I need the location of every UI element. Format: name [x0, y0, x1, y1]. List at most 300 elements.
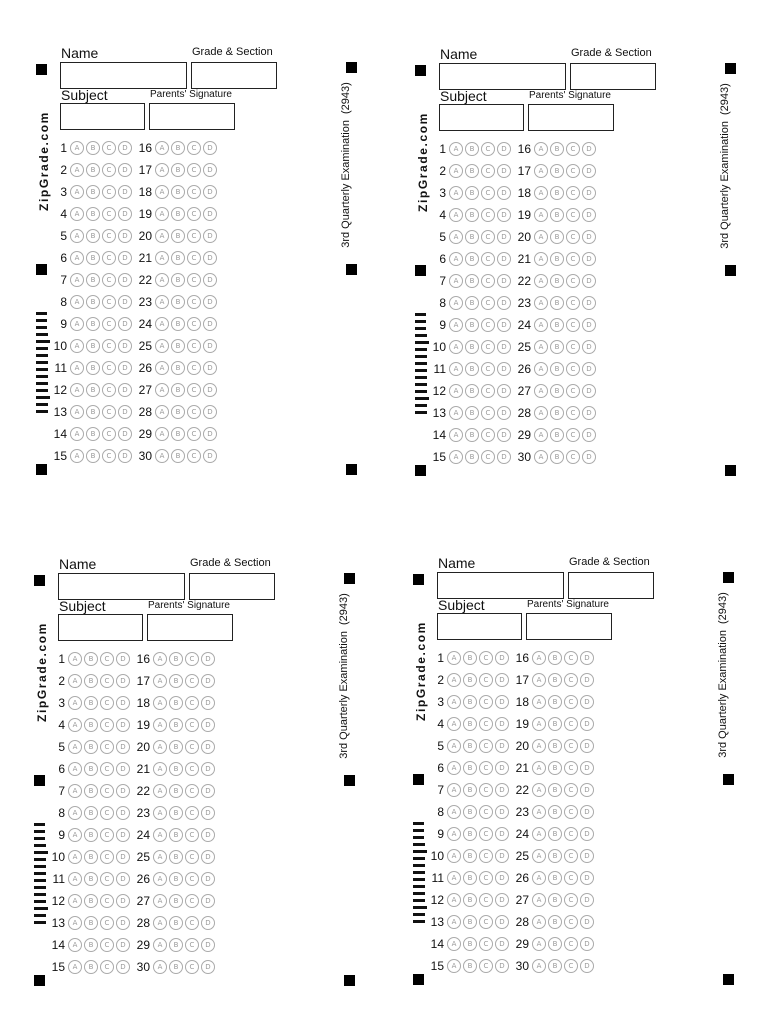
answer-bubble-d[interactable]: D [116, 938, 130, 952]
answer-bubble-c[interactable]: C [481, 384, 495, 398]
answer-bubble-a[interactable]: A [449, 252, 463, 266]
answer-bubble-d[interactable]: D [580, 849, 594, 863]
answer-bubble-b[interactable]: B [550, 252, 564, 266]
answer-bubble-b[interactable]: B [169, 938, 183, 952]
answer-bubble-a[interactable]: A [534, 406, 548, 420]
answer-bubble-b[interactable]: B [86, 207, 100, 221]
answer-bubble-a[interactable]: A [70, 163, 84, 177]
answer-bubble-c[interactable]: C [481, 230, 495, 244]
answer-bubble-d[interactable]: D [495, 915, 509, 929]
answer-bubble-b[interactable]: B [550, 186, 564, 200]
answer-bubble-d[interactable]: D [582, 186, 596, 200]
answer-bubble-d[interactable]: D [497, 296, 511, 310]
answer-bubble-d[interactable]: D [580, 893, 594, 907]
answer-bubble-d[interactable]: D [203, 251, 217, 265]
answer-bubble-b[interactable]: B [84, 718, 98, 732]
answer-bubble-a[interactable]: A [534, 340, 548, 354]
answer-bubble-d[interactable]: D [497, 406, 511, 420]
answer-bubble-a[interactable]: A [447, 827, 461, 841]
answer-bubble-c[interactable]: C [102, 427, 116, 441]
answer-bubble-b[interactable]: B [463, 651, 477, 665]
answer-bubble-a[interactable]: A [534, 428, 548, 442]
answer-bubble-c[interactable]: C [566, 230, 580, 244]
answer-bubble-c[interactable]: C [100, 872, 114, 886]
answer-bubble-c[interactable]: C [102, 361, 116, 375]
answer-bubble-a[interactable]: A [532, 871, 546, 885]
answer-bubble-a[interactable]: A [449, 362, 463, 376]
answer-bubble-a[interactable]: A [70, 449, 84, 463]
answer-bubble-c[interactable]: C [187, 449, 201, 463]
answer-bubble-d[interactable]: D [203, 185, 217, 199]
answer-bubble-b[interactable]: B [84, 652, 98, 666]
answer-bubble-c[interactable]: C [185, 850, 199, 864]
answer-bubble-d[interactable]: D [203, 317, 217, 331]
answer-bubble-d[interactable]: D [580, 651, 594, 665]
answer-bubble-b[interactable]: B [465, 428, 479, 442]
answer-bubble-b[interactable]: B [169, 718, 183, 732]
answer-bubble-d[interactable]: D [580, 937, 594, 951]
answer-bubble-a[interactable]: A [155, 185, 169, 199]
answer-bubble-a[interactable]: A [447, 783, 461, 797]
answer-bubble-c[interactable]: C [481, 318, 495, 332]
answer-bubble-c[interactable]: C [566, 450, 580, 464]
answer-bubble-c[interactable]: C [100, 674, 114, 688]
answer-bubble-c[interactable]: C [100, 938, 114, 952]
answer-bubble-c[interactable]: C [479, 739, 493, 753]
answer-bubble-c[interactable]: C [102, 295, 116, 309]
answer-bubble-c[interactable]: C [479, 827, 493, 841]
answer-bubble-d[interactable]: D [201, 872, 215, 886]
answer-bubble-d[interactable]: D [201, 674, 215, 688]
answer-bubble-d[interactable]: D [203, 361, 217, 375]
answer-bubble-b[interactable]: B [171, 185, 185, 199]
answer-bubble-c[interactable]: C [564, 673, 578, 687]
answer-bubble-d[interactable]: D [203, 383, 217, 397]
answer-bubble-a[interactable]: A [68, 718, 82, 732]
answer-bubble-a[interactable]: A [155, 383, 169, 397]
answer-bubble-c[interactable]: C [102, 339, 116, 353]
answer-bubble-d[interactable]: D [203, 141, 217, 155]
answer-bubble-d[interactable]: D [497, 252, 511, 266]
answer-bubble-a[interactable]: A [447, 871, 461, 885]
answer-bubble-b[interactable]: B [548, 849, 562, 863]
answer-bubble-c[interactable]: C [566, 296, 580, 310]
answer-bubble-a[interactable]: A [534, 142, 548, 156]
answer-bubble-a[interactable]: A [153, 938, 167, 952]
answer-bubble-b[interactable]: B [463, 805, 477, 819]
answer-bubble-d[interactable]: D [203, 163, 217, 177]
answer-bubble-d[interactable]: D [116, 718, 130, 732]
answer-bubble-c[interactable]: C [479, 805, 493, 819]
answer-bubble-a[interactable]: A [532, 827, 546, 841]
answer-bubble-c[interactable]: C [481, 208, 495, 222]
answer-bubble-b[interactable]: B [171, 207, 185, 221]
answer-bubble-d[interactable]: D [118, 273, 132, 287]
answer-bubble-a[interactable]: A [153, 916, 167, 930]
answer-bubble-c[interactable]: C [479, 717, 493, 731]
answer-bubble-b[interactable]: B [550, 406, 564, 420]
answer-bubble-b[interactable]: B [171, 295, 185, 309]
answer-bubble-b[interactable]: B [169, 916, 183, 930]
answer-bubble-b[interactable]: B [550, 362, 564, 376]
answer-bubble-d[interactable]: D [580, 761, 594, 775]
answer-bubble-a[interactable]: A [447, 893, 461, 907]
subject-field[interactable] [60, 103, 145, 130]
answer-bubble-b[interactable]: B [465, 252, 479, 266]
answer-bubble-a[interactable]: A [449, 164, 463, 178]
answer-bubble-d[interactable]: D [118, 185, 132, 199]
answer-bubble-a[interactable]: A [68, 784, 82, 798]
answer-bubble-c[interactable]: C [185, 696, 199, 710]
answer-bubble-d[interactable]: D [495, 871, 509, 885]
answer-bubble-c[interactable]: C [185, 938, 199, 952]
answer-bubble-c[interactable]: C [564, 783, 578, 797]
answer-bubble-d[interactable]: D [497, 208, 511, 222]
answer-bubble-b[interactable]: B [171, 163, 185, 177]
answer-bubble-c[interactable]: C [481, 142, 495, 156]
answer-bubble-b[interactable]: B [86, 339, 100, 353]
answer-bubble-b[interactable]: B [84, 850, 98, 864]
answer-bubble-c[interactable]: C [185, 828, 199, 842]
answer-bubble-d[interactable]: D [497, 384, 511, 398]
parents-signature-field[interactable] [149, 103, 235, 130]
answer-bubble-d[interactable]: D [201, 718, 215, 732]
answer-bubble-b[interactable]: B [465, 318, 479, 332]
answer-bubble-a[interactable]: A [70, 405, 84, 419]
name-field[interactable] [60, 62, 187, 89]
answer-bubble-d[interactable]: D [582, 384, 596, 398]
answer-bubble-b[interactable]: B [171, 229, 185, 243]
answer-bubble-c[interactable]: C [187, 339, 201, 353]
answer-bubble-b[interactable]: B [171, 317, 185, 331]
answer-bubble-d[interactable]: D [116, 762, 130, 776]
answer-bubble-a[interactable]: A [155, 405, 169, 419]
answer-bubble-d[interactable]: D [118, 317, 132, 331]
answer-bubble-d[interactable]: D [116, 696, 130, 710]
answer-bubble-c[interactable]: C [481, 450, 495, 464]
answer-bubble-c[interactable]: C [566, 362, 580, 376]
answer-bubble-d[interactable]: D [203, 339, 217, 353]
grade-section-field[interactable] [191, 62, 277, 89]
answer-bubble-a[interactable]: A [68, 674, 82, 688]
answer-bubble-b[interactable]: B [548, 739, 562, 753]
answer-bubble-a[interactable]: A [534, 450, 548, 464]
answer-bubble-a[interactable]: A [70, 361, 84, 375]
answer-bubble-c[interactable]: C [481, 186, 495, 200]
answer-bubble-d[interactable]: D [582, 406, 596, 420]
answer-bubble-d[interactable]: D [497, 142, 511, 156]
answer-bubble-b[interactable]: B [465, 274, 479, 288]
answer-bubble-d[interactable]: D [201, 652, 215, 666]
parents-signature-field[interactable] [147, 614, 233, 641]
answer-bubble-a[interactable]: A [532, 959, 546, 973]
answer-bubble-b[interactable]: B [550, 164, 564, 178]
answer-bubble-b[interactable]: B [465, 340, 479, 354]
answer-bubble-c[interactable]: C [564, 739, 578, 753]
answer-bubble-c[interactable]: C [100, 850, 114, 864]
answer-bubble-a[interactable]: A [155, 163, 169, 177]
answer-bubble-d[interactable]: D [116, 828, 130, 842]
answer-bubble-c[interactable]: C [566, 384, 580, 398]
answer-bubble-b[interactable]: B [169, 652, 183, 666]
answer-bubble-c[interactable]: C [481, 252, 495, 266]
answer-bubble-a[interactable]: A [534, 318, 548, 332]
answer-bubble-a[interactable]: A [532, 651, 546, 665]
answer-bubble-d[interactable]: D [580, 783, 594, 797]
answer-bubble-d[interactable]: D [201, 850, 215, 864]
answer-bubble-d[interactable]: D [580, 695, 594, 709]
answer-bubble-b[interactable]: B [548, 651, 562, 665]
answer-bubble-a[interactable]: A [532, 783, 546, 797]
answer-bubble-c[interactable]: C [566, 208, 580, 222]
answer-bubble-a[interactable]: A [68, 894, 82, 908]
answer-bubble-c[interactable]: C [564, 937, 578, 951]
answer-bubble-c[interactable]: C [564, 893, 578, 907]
answer-bubble-a[interactable]: A [447, 651, 461, 665]
parents-signature-field[interactable] [526, 613, 612, 640]
answer-bubble-c[interactable]: C [100, 894, 114, 908]
answer-bubble-c[interactable]: C [185, 740, 199, 754]
answer-bubble-a[interactable]: A [449, 428, 463, 442]
answer-bubble-d[interactable]: D [582, 428, 596, 442]
answer-bubble-c[interactable]: C [102, 317, 116, 331]
answer-bubble-a[interactable]: A [532, 673, 546, 687]
answer-bubble-b[interactable]: B [463, 849, 477, 863]
grade-section-field[interactable] [570, 63, 656, 90]
answer-bubble-b[interactable]: B [169, 850, 183, 864]
answer-bubble-a[interactable]: A [532, 849, 546, 863]
answer-bubble-b[interactable]: B [463, 915, 477, 929]
subject-field[interactable] [439, 104, 524, 131]
answer-bubble-b[interactable]: B [84, 960, 98, 974]
answer-bubble-c[interactable]: C [479, 783, 493, 797]
answer-bubble-d[interactable]: D [495, 695, 509, 709]
answer-bubble-c[interactable]: C [187, 383, 201, 397]
answer-bubble-c[interactable]: C [102, 229, 116, 243]
answer-bubble-d[interactable]: D [118, 405, 132, 419]
answer-bubble-a[interactable]: A [153, 850, 167, 864]
answer-bubble-a[interactable]: A [153, 718, 167, 732]
answer-bubble-c[interactable]: C [566, 142, 580, 156]
answer-bubble-b[interactable]: B [84, 740, 98, 754]
answer-bubble-a[interactable]: A [532, 739, 546, 753]
answer-bubble-a[interactable]: A [70, 383, 84, 397]
answer-bubble-b[interactable]: B [463, 783, 477, 797]
answer-bubble-d[interactable]: D [116, 674, 130, 688]
answer-bubble-c[interactable]: C [185, 652, 199, 666]
answer-bubble-d[interactable]: D [497, 318, 511, 332]
answer-bubble-b[interactable]: B [548, 871, 562, 885]
name-field[interactable] [439, 63, 566, 90]
answer-bubble-a[interactable]: A [153, 652, 167, 666]
answer-bubble-d[interactable]: D [116, 740, 130, 754]
answer-bubble-a[interactable]: A [70, 339, 84, 353]
answer-bubble-a[interactable]: A [68, 850, 82, 864]
answer-bubble-b[interactable]: B [86, 427, 100, 441]
answer-bubble-c[interactable]: C [102, 449, 116, 463]
answer-bubble-d[interactable]: D [495, 783, 509, 797]
answer-bubble-a[interactable]: A [449, 340, 463, 354]
answer-bubble-c[interactable]: C [481, 296, 495, 310]
answer-bubble-c[interactable]: C [100, 762, 114, 776]
answer-bubble-b[interactable]: B [86, 251, 100, 265]
answer-bubble-b[interactable]: B [548, 959, 562, 973]
answer-bubble-a[interactable]: A [534, 230, 548, 244]
answer-bubble-c[interactable]: C [185, 806, 199, 820]
answer-bubble-b[interactable]: B [465, 208, 479, 222]
answer-bubble-c[interactable]: C [564, 695, 578, 709]
answer-bubble-c[interactable]: C [566, 274, 580, 288]
answer-bubble-c[interactable]: C [102, 251, 116, 265]
answer-bubble-b[interactable]: B [548, 915, 562, 929]
answer-bubble-a[interactable]: A [155, 273, 169, 287]
answer-bubble-d[interactable]: D [497, 164, 511, 178]
answer-bubble-c[interactable]: C [564, 959, 578, 973]
answer-bubble-c[interactable]: C [187, 185, 201, 199]
answer-bubble-d[interactable]: D [582, 340, 596, 354]
answer-bubble-c[interactable]: C [187, 361, 201, 375]
answer-bubble-c[interactable]: C [100, 740, 114, 754]
answer-bubble-d[interactable]: D [495, 827, 509, 841]
answer-bubble-a[interactable]: A [532, 937, 546, 951]
answer-bubble-a[interactable]: A [155, 339, 169, 353]
answer-bubble-a[interactable]: A [447, 959, 461, 973]
answer-bubble-c[interactable]: C [479, 937, 493, 951]
answer-bubble-c[interactable]: C [479, 651, 493, 665]
answer-bubble-d[interactable]: D [201, 938, 215, 952]
answer-bubble-a[interactable]: A [153, 894, 167, 908]
answer-bubble-a[interactable]: A [153, 696, 167, 710]
answer-bubble-c[interactable]: C [479, 673, 493, 687]
answer-bubble-d[interactable]: D [118, 207, 132, 221]
answer-bubble-d[interactable]: D [201, 916, 215, 930]
answer-bubble-c[interactable]: C [566, 318, 580, 332]
answer-bubble-d[interactable]: D [495, 849, 509, 863]
answer-bubble-d[interactable]: D [203, 207, 217, 221]
answer-bubble-c[interactable]: C [479, 849, 493, 863]
answer-bubble-c[interactable]: C [479, 695, 493, 709]
answer-bubble-b[interactable]: B [550, 142, 564, 156]
answer-bubble-c[interactable]: C [481, 274, 495, 288]
answer-bubble-d[interactable]: D [582, 252, 596, 266]
answer-bubble-d[interactable]: D [201, 960, 215, 974]
answer-bubble-c[interactable]: C [564, 761, 578, 775]
answer-bubble-d[interactable]: D [118, 251, 132, 265]
answer-bubble-b[interactable]: B [171, 141, 185, 155]
answer-bubble-b[interactable]: B [84, 872, 98, 886]
answer-bubble-a[interactable]: A [449, 230, 463, 244]
answer-bubble-a[interactable]: A [68, 652, 82, 666]
answer-bubble-b[interactable]: B [169, 828, 183, 842]
answer-bubble-b[interactable]: B [169, 872, 183, 886]
answer-bubble-b[interactable]: B [550, 274, 564, 288]
answer-bubble-d[interactable]: D [495, 959, 509, 973]
answer-bubble-c[interactable]: C [564, 827, 578, 841]
answer-bubble-b[interactable]: B [550, 384, 564, 398]
answer-bubble-c[interactable]: C [564, 849, 578, 863]
answer-bubble-b[interactable]: B [463, 695, 477, 709]
answer-bubble-b[interactable]: B [169, 784, 183, 798]
answer-bubble-d[interactable]: D [497, 274, 511, 288]
answer-bubble-c[interactable]: C [100, 784, 114, 798]
answer-bubble-b[interactable]: B [171, 383, 185, 397]
answer-bubble-a[interactable]: A [153, 960, 167, 974]
answer-bubble-d[interactable]: D [203, 405, 217, 419]
answer-bubble-d[interactable]: D [582, 274, 596, 288]
answer-bubble-d[interactable]: D [201, 894, 215, 908]
answer-bubble-a[interactable]: A [153, 762, 167, 776]
answer-bubble-d[interactable]: D [580, 871, 594, 885]
answer-bubble-b[interactable]: B [465, 406, 479, 420]
answer-bubble-d[interactable]: D [203, 295, 217, 309]
answer-bubble-a[interactable]: A [68, 740, 82, 754]
answer-bubble-a[interactable]: A [155, 427, 169, 441]
answer-bubble-d[interactable]: D [495, 673, 509, 687]
answer-bubble-a[interactable]: A [155, 361, 169, 375]
answer-bubble-d[interactable]: D [580, 739, 594, 753]
answer-bubble-b[interactable]: B [548, 827, 562, 841]
answer-bubble-b[interactable]: B [550, 318, 564, 332]
answer-bubble-c[interactable]: C [564, 651, 578, 665]
answer-bubble-b[interactable]: B [171, 361, 185, 375]
answer-bubble-d[interactable]: D [201, 784, 215, 798]
answer-bubble-a[interactable]: A [155, 229, 169, 243]
answer-bubble-a[interactable]: A [68, 938, 82, 952]
answer-bubble-d[interactable]: D [497, 362, 511, 376]
answer-bubble-b[interactable]: B [84, 894, 98, 908]
answer-bubble-a[interactable]: A [68, 762, 82, 776]
answer-bubble-b[interactable]: B [550, 450, 564, 464]
answer-bubble-c[interactable]: C [102, 273, 116, 287]
answer-bubble-d[interactable]: D [582, 296, 596, 310]
answer-bubble-c[interactable]: C [100, 696, 114, 710]
answer-bubble-d[interactable]: D [582, 230, 596, 244]
answer-bubble-c[interactable]: C [481, 340, 495, 354]
answer-bubble-c[interactable]: C [185, 762, 199, 776]
answer-bubble-c[interactable]: C [102, 185, 116, 199]
answer-bubble-a[interactable]: A [534, 296, 548, 310]
answer-bubble-d[interactable]: D [118, 229, 132, 243]
answer-bubble-c[interactable]: C [187, 405, 201, 419]
answer-bubble-b[interactable]: B [463, 959, 477, 973]
answer-bubble-b[interactable]: B [171, 449, 185, 463]
answer-bubble-c[interactable]: C [185, 872, 199, 886]
answer-bubble-d[interactable]: D [582, 208, 596, 222]
answer-bubble-b[interactable]: B [463, 827, 477, 841]
answer-bubble-d[interactable]: D [203, 427, 217, 441]
answer-bubble-c[interactable]: C [566, 340, 580, 354]
answer-bubble-c[interactable]: C [564, 805, 578, 819]
grade-section-field[interactable] [189, 573, 275, 600]
answer-bubble-b[interactable]: B [463, 673, 477, 687]
answer-bubble-a[interactable]: A [449, 384, 463, 398]
answer-bubble-d[interactable]: D [201, 696, 215, 710]
answer-bubble-c[interactable]: C [185, 718, 199, 732]
name-field[interactable] [437, 572, 564, 599]
answer-bubble-b[interactable]: B [169, 762, 183, 776]
answer-bubble-d[interactable]: D [116, 652, 130, 666]
answer-bubble-a[interactable]: A [534, 384, 548, 398]
answer-bubble-d[interactable]: D [497, 230, 511, 244]
answer-bubble-a[interactable]: A [155, 295, 169, 309]
answer-bubble-d[interactable]: D [582, 142, 596, 156]
answer-bubble-b[interactable]: B [86, 163, 100, 177]
answer-bubble-b[interactable]: B [169, 674, 183, 688]
answer-bubble-a[interactable]: A [153, 784, 167, 798]
answer-bubble-c[interactable]: C [187, 251, 201, 265]
subject-field[interactable] [58, 614, 143, 641]
answer-bubble-d[interactable]: D [580, 915, 594, 929]
